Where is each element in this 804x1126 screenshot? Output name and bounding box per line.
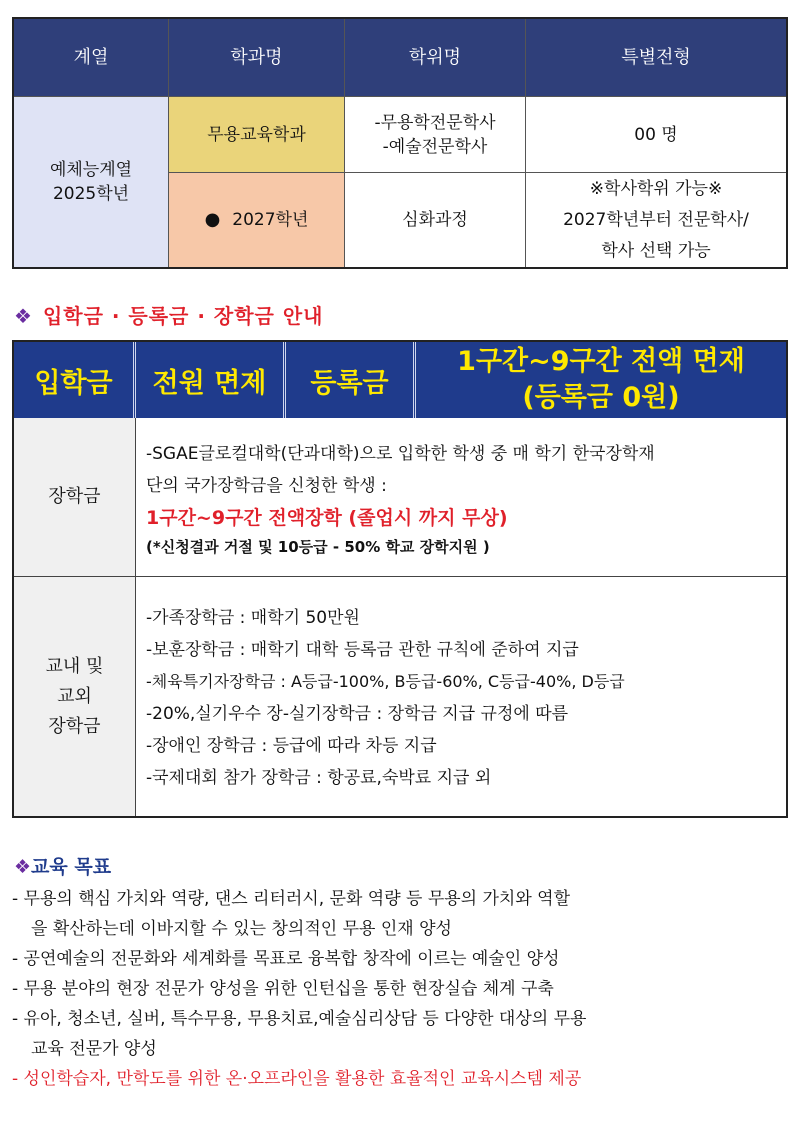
internal-label-line3: 장학금 <box>48 715 101 737</box>
goal-line: - 유아, 청소년, 실버, 특수무용, 무용치료,예술심리상담 등 다양한 대상의 무용 <box>12 1009 587 1029</box>
internal-item: -국제대회 참가 장학금 : 항공료,숙박료 지급 외 <box>146 768 492 788</box>
header-category: 계열 <box>14 19 169 97</box>
program-table <box>12 17 788 269</box>
diamond-bullet-icon: ❖ <box>14 304 33 328</box>
diamond-bullet-icon: ❖ <box>14 856 32 878</box>
internal-item: -20%,실기우수 장-실기장학금 : 장학금 지급 규정에 따름 <box>146 704 569 724</box>
goals-list <box>12 884 792 1094</box>
fees-table <box>12 340 788 818</box>
degree1-line1: -무용학전문학사 <box>374 112 496 133</box>
admission-fee-value: 전원 면제 <box>136 342 286 418</box>
internal-scholarship-body <box>136 602 786 794</box>
scholarship-highlight: 1구간~9구간 전액장학 (졸업시 까지 무상) <box>146 507 508 529</box>
special2-line2: 2027학년부터 전문학사/ <box>563 209 749 230</box>
degree-cell-2: 심화과정 <box>345 173 526 267</box>
goals-title-text: 교육 목표 <box>31 856 112 878</box>
internal-item: -체육특기자장학금 : A등급-100%, B등급-60%, C등급-40%, D등급 <box>146 672 625 691</box>
category-line1: 예체능계열 <box>49 160 133 180</box>
special2-line1: ※학사학위 가능※ <box>589 178 723 199</box>
tuition-value-line2: (등록금 0원) <box>522 382 680 413</box>
fees-header-row <box>14 342 786 418</box>
degree1-line2: -예술전문학사 <box>382 136 488 157</box>
tuition-label: 등록금 <box>286 342 416 418</box>
department-cell-2 <box>169 173 345 267</box>
scholarship-line1: -SGAE글로컬대학(단과대학)으로 입학한 학생 중 매 학기 한국장학재 <box>146 444 655 464</box>
internal-item: -보훈장학금 : 매학기 대학 등록금 관한 규칙에 준하여 지급 <box>146 640 579 660</box>
internal-scholarship-label <box>14 577 136 816</box>
goal-line-highlight: - 성인학습자, 만학도를 위한 온·오프라인을 활용한 효율적인 교육시스템 제공 <box>12 1069 582 1089</box>
degree-cell-1 <box>345 97 526 173</box>
goal-line: - 무용 분야의 현장 전문가 양성을 위한 인턴십을 통한 현장실습 체계 구축 <box>12 979 554 999</box>
tuition-value <box>416 342 786 418</box>
special2-line3: 학사 선택 가능 <box>601 240 711 261</box>
category-cell <box>14 97 169 267</box>
internal-label-line2: 교외 <box>57 685 92 707</box>
department-cell-1: 무용교육학과 <box>169 97 345 173</box>
goal-line: - 공연예술의 전문화와 세계화를 목표로 융복합 창작에 이르는 예술인 양성 <box>12 949 560 969</box>
scholarship-body <box>136 438 786 560</box>
category-line2: 2025학년 <box>52 184 130 204</box>
header-degree: 학위명 <box>345 19 526 97</box>
goals-title <box>14 852 111 879</box>
internal-item: -가족장학금 : 매학기 50만원 <box>146 608 360 628</box>
header-department: 학과명 <box>169 19 345 97</box>
goal-line: 교육 전문가 양성 <box>31 1039 157 1059</box>
department-2-label: 2027학년 <box>232 210 309 230</box>
tuition-value-line1: 1구간~9구간 전액 면재 <box>457 346 745 377</box>
goal-line: 을 확산하는데 이바지할 수 있는 창의적인 무용 인재 양성 <box>31 919 452 939</box>
goal-line: - 무용의 핵심 가치와 역량, 댄스 리터러시, 문화 역량 등 무용의 가치와 역할 <box>12 889 571 909</box>
internal-item: -장애인 장학금 : 등급에 따라 차등 지급 <box>146 736 437 756</box>
fees-section-title-text: 입학금 · 등록금 · 장학금 안내 <box>42 304 324 328</box>
scholarship-label: 장학금 <box>14 418 136 576</box>
header-special-admission: 특별전형 <box>526 19 786 97</box>
admission-fee-label: 입학금 <box>14 342 136 418</box>
bullet-icon: ● <box>204 209 221 230</box>
special-cell-1: 00 명 <box>526 97 786 173</box>
scholarship-note: (*신청결과 거절 및 10등급 - 50% 학교 장학지원 ) <box>146 538 490 556</box>
scholarship-line2: 단의 국가장학금을 신청한 학생 : <box>146 476 387 496</box>
special-cell-2 <box>526 173 786 267</box>
fees-section-title <box>14 300 323 329</box>
internal-label-line1: 교내 및 <box>45 655 104 677</box>
